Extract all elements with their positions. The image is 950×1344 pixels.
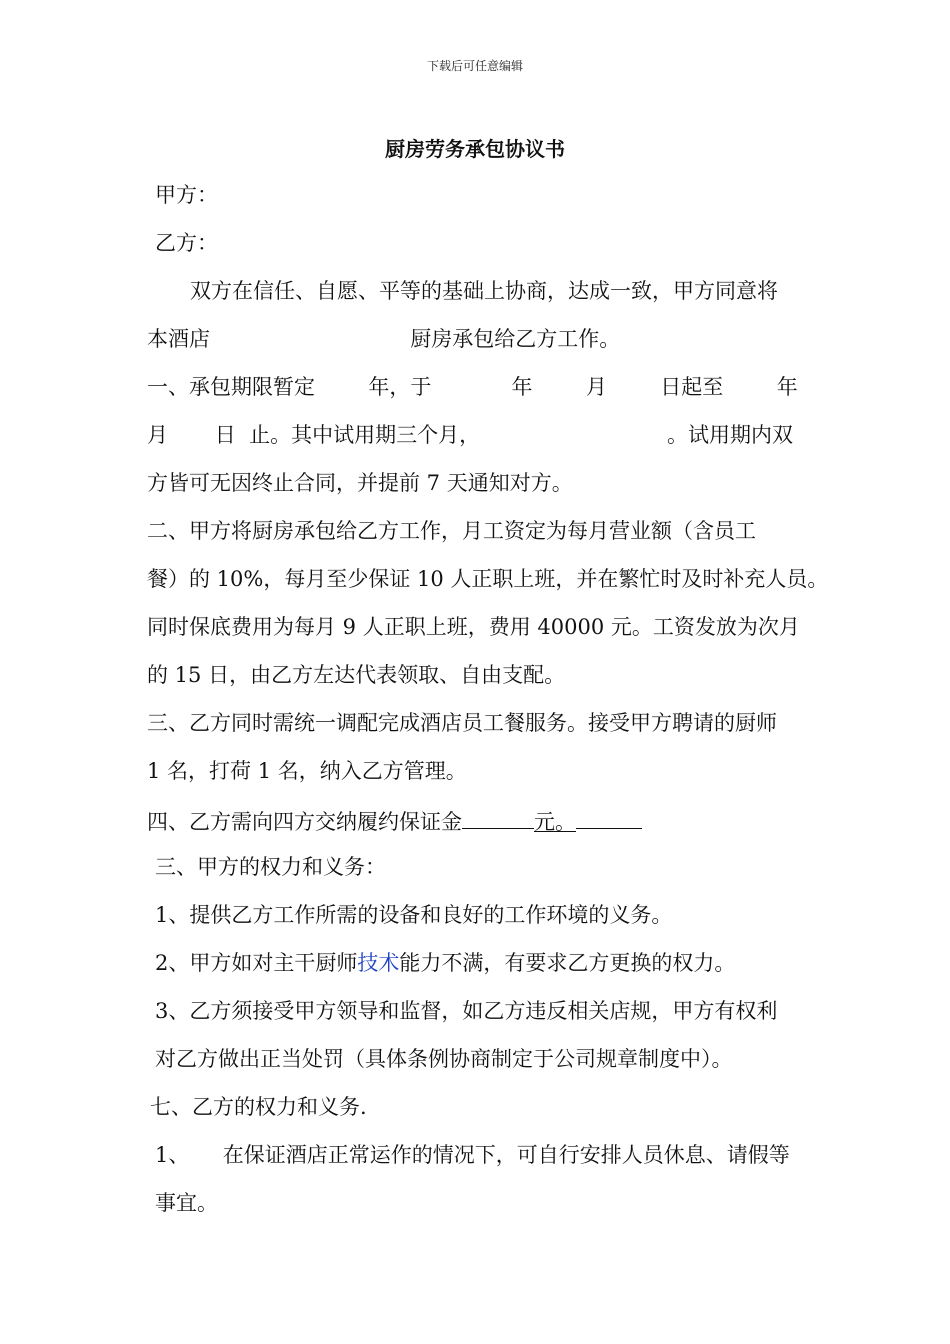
list-item: 对乙方做出正当处罚（具体条例协商制定于公司规章制度中）。 — [155, 1047, 733, 1071]
list-item-text: 2、甲方如对主干厨师 — [155, 951, 358, 975]
deposit-blank — [462, 806, 534, 829]
clause-1-line: 方皆可无因终止合同，并提前 7 天通知对方。 — [147, 471, 573, 495]
list-item-text: 能力不满，有要求乙方更换的权力。 — [399, 951, 736, 975]
clause-1-line: 月 日 止。其中试用期三个月， 。试用期内双 — [147, 423, 793, 447]
list-item — [155, 950, 735, 976]
party-a-label: 甲方： — [155, 183, 218, 207]
list-item: 1、 在保证酒店正常运作的情况下，可自行安排人员休息、请假等 — [155, 1143, 790, 1167]
clause-3-line: 三、乙方同时需统一调配完成酒店员工餐服务。接受甲方聘请的厨师 — [147, 711, 777, 735]
clause-2-line: 餐）的 10%，每月至少保证 10 人正职上班，并在繁忙时及时补充人员。 — [147, 567, 829, 591]
list-item: 1、提供乙方工作所需的设备和良好的工作环境的义务。 — [155, 903, 673, 927]
deposit-blank-tail — [576, 806, 642, 829]
clause-1-line: 一、承包期限暂定 年，于 年 月 日起至 年 — [147, 375, 798, 399]
section-heading: 七、乙方的权力和义务. — [150, 1095, 367, 1119]
document-title: 厨房劳务承包协议书 — [385, 137, 565, 161]
clause-3-line: 1 名，打荷 1 名，纳入乙方管理。 — [147, 759, 467, 783]
clause-2-line: 二、甲方将厨房承包给乙方工作，月工资定为每月营业额（含员工 — [147, 519, 756, 543]
party-b-label: 乙方： — [155, 231, 218, 255]
clause-2-line: 的 15 日，由乙方左达代表领取、自由支配。 — [147, 663, 566, 687]
clause-4-text: 四、乙方需向四方交纳履约保证金 — [147, 810, 462, 834]
clause-4-line — [147, 806, 642, 835]
list-item: 事宜。 — [155, 1191, 218, 1215]
page-header: 下载后可任意编辑 — [426, 59, 523, 73]
clause-2-line: 同时保底费用为每月 9 人正职上班，费用 40000 元。工资发放为次月 — [147, 615, 800, 639]
skill-link[interactable]: 技术 — [357, 951, 400, 975]
paragraph-line: 双方在信任、自愿、平等的基础上协商，达成一致，甲方同意将 — [190, 279, 778, 303]
list-item: 3、乙方须接受甲方领导和监督，如乙方违反相关店规，甲方有权利 — [155, 999, 778, 1023]
section-heading: 三、甲方的权力和义务： — [155, 855, 386, 879]
deposit-unit: 元。 — [534, 810, 576, 834]
paragraph-line: 本酒店 厨房承包给乙方工作。 — [147, 327, 621, 351]
